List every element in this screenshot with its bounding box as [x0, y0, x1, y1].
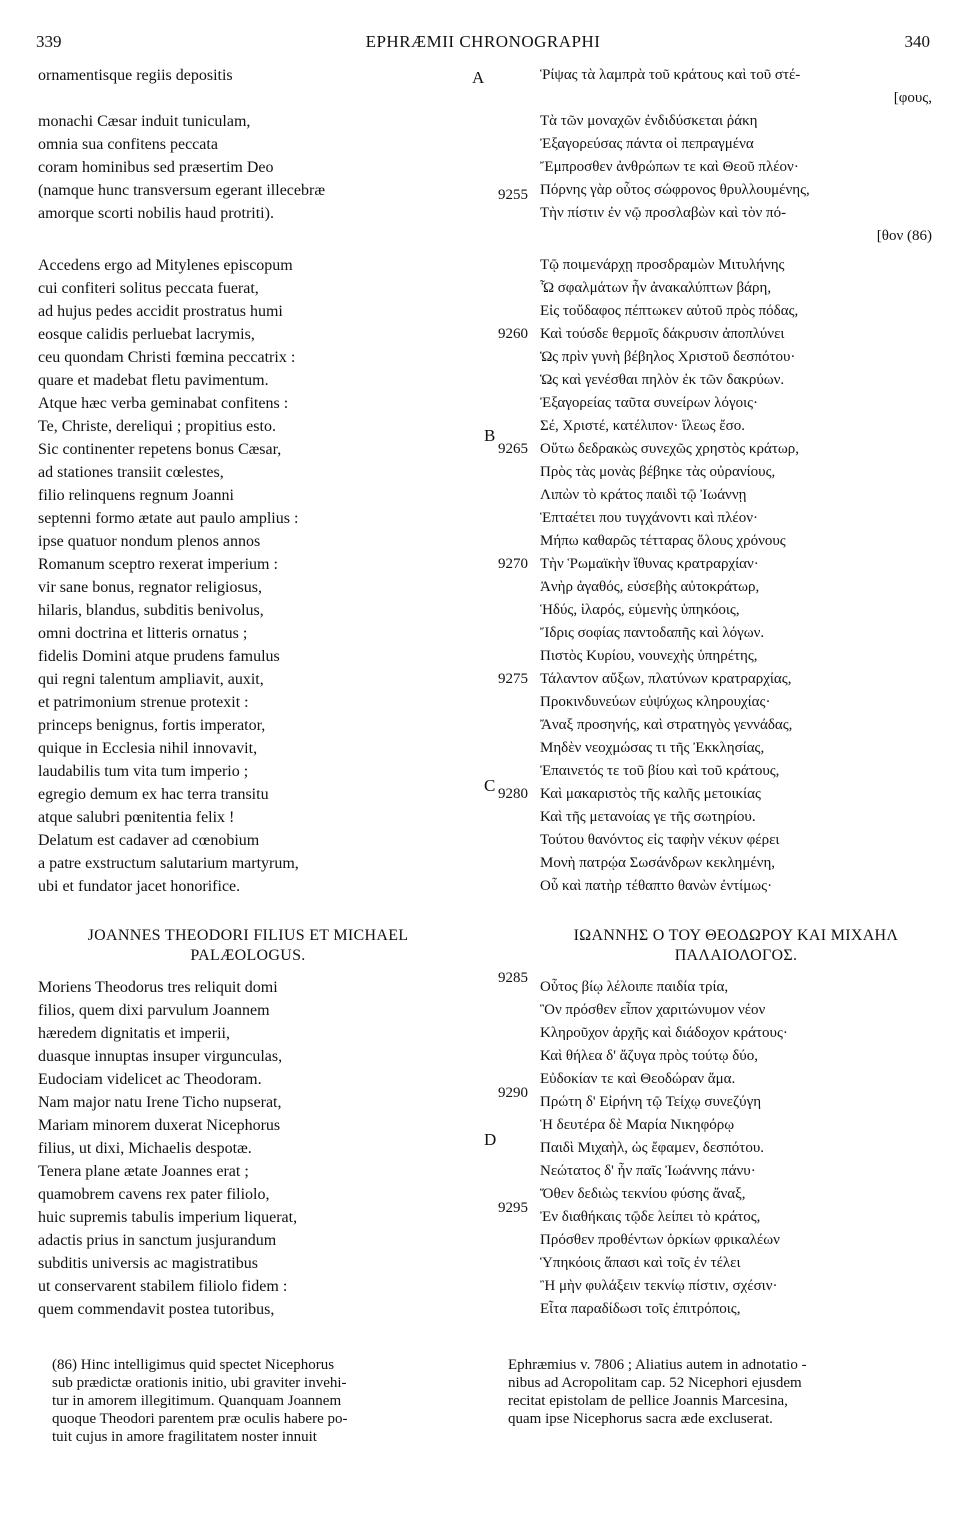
- latin-line: filios, quem dixi parvulum Joannem: [38, 1002, 270, 1019]
- latin-line: eosque calidis perluebat lacrymis,: [38, 326, 255, 343]
- latin-line: laudabilis tum vita tum imperio ;: [38, 763, 249, 780]
- latin-line: Te, Christe, dereliqui ; propitius esto.: [38, 418, 276, 435]
- latin-line: monachi Cæsar induit tuniculam,: [38, 113, 251, 130]
- verse-number: 9255: [498, 187, 528, 203]
- greek-line: Ἑπταέτει που τυγχάνοντι καὶ πλέον·: [540, 510, 758, 526]
- greek-line: Ὡς πρὶν γυνὴ βέβηλος Χριστοῦ δεσπότου·: [540, 349, 796, 365]
- greek-line: Ἡδύς, ἱλαρός, εὐμενὴς ὑπηκόοις,: [540, 602, 740, 618]
- latin-line: quamobrem cavens rex pater filiolo,: [38, 1186, 270, 1203]
- latin-line: fidelis Domini atque prudens famulus: [38, 648, 280, 665]
- footnote-line: quam ipse Nicephorus sacra æde excluserat.: [508, 1411, 773, 1427]
- page-number-left: 339: [36, 32, 62, 51]
- footnote-line: nibus ad Acropolitam cap. 52 Nicephori ejusdem: [508, 1375, 802, 1391]
- latin-line: adactis prius in sanctum jusjurandum: [38, 1232, 277, 1249]
- latin-line: Romanum sceptro rexerat imperium :: [38, 556, 278, 573]
- latin-line: princeps benignus, fortis imperator,: [38, 717, 266, 734]
- greek-line: Εὐδοκίαν τε καὶ Θεοδώραν ἅμα.: [540, 1071, 736, 1087]
- greek-line: Πρὸς τὰς μονὰς βέβηκε τὰς οὐρανίους,: [540, 464, 776, 480]
- latin-line: egregio demum ex hac terra transitu: [38, 786, 269, 803]
- latin-column-part1: [38, 64, 458, 225]
- greek-line: Τούτου θανόντος εἰς ταφὴν νέκυν φέρει: [540, 832, 780, 848]
- greek-line: Ἔμπροσθεν ἀνθρώπων τε καὶ Θεοῦ πλέον·: [540, 159, 799, 175]
- greek-line: Τάλαντον αὔξων, πλατύνων κρατραρχίας,: [540, 671, 792, 687]
- greek-line: Εἶτα παραδίδωσι τοῖς ἐπιτρόποις,: [540, 1301, 741, 1317]
- latin-line: cui confiteri solitus peccata fuerat,: [38, 280, 259, 297]
- latin-line: Sic continenter repetens bonus Cæsar,: [38, 441, 282, 458]
- latin-line: Delatum est cadaver ad cœnobium: [38, 832, 260, 849]
- latin-line: a patre exstructum salutarium martyrum,: [38, 855, 299, 872]
- verse-number: 9290: [498, 1085, 528, 1101]
- heading-line: JOANNES THEODORI FILIUS ET MICHAEL: [87, 927, 409, 944]
- latin-line: omnia sua confitens peccata: [38, 136, 218, 153]
- latin-line: hæredem dignitatis et imperii,: [38, 1025, 230, 1042]
- latin-line: huic supremis tabulis imperium liquerat,: [38, 1209, 298, 1226]
- greek-line: Ὅθεν δεδιὼς τεκνίου φύσης ἄναξ,: [540, 1186, 746, 1202]
- latin-line: ut conservarent stabilem filiolo fidem :: [38, 1278, 288, 1295]
- latin-line: filio relinquens regnum Joanni: [38, 487, 234, 504]
- greek-line: Πρόσθεν προθέντων ὁρκίων φρικαλέων: [540, 1232, 780, 1248]
- greek-line: Πόρνης γὰρ οὗτος σώφρονος θρυλλουμένης,: [540, 182, 810, 198]
- margin-letter: A: [472, 68, 485, 87]
- page-number-right: 340: [904, 32, 930, 51]
- greek-line: Μήπω καθαρῶς τέτταρας ὅλους χρόνους: [540, 533, 786, 549]
- greek-line: Ἐξαγορείας ταῦτα συνείρων λόγοις·: [540, 395, 759, 411]
- greek-line: Καὶ μακαριστὸς τῆς καλῆς μετοικίας: [540, 786, 761, 802]
- footnote-left: [52, 1356, 482, 1446]
- latin-line: ornamentisque regiis depositis: [38, 67, 233, 84]
- greek-line: Ἄναξ προσηνής, καὶ στρατηγὸς γεννάδας,: [540, 717, 793, 733]
- latin-line: coram hominibus sed præsertim Deo: [38, 159, 274, 176]
- greek-column-part3: [540, 976, 932, 1321]
- latin-line: omni doctrina et litteris ornatus ;: [38, 625, 248, 642]
- greek-line: Εἰς τοὔδαφος πέπτωκεν αὐτοῦ πρὸς πόδας,: [540, 303, 799, 319]
- latin-line: ad hujus pedes accidit prostratus humi: [38, 303, 283, 320]
- heading-line: PALÆOLOGUS.: [190, 947, 306, 964]
- latin-line: quem commendavit postea tutoribus,: [38, 1301, 275, 1318]
- page-header: [36, 32, 930, 56]
- verse-number: 9285: [498, 970, 528, 986]
- greek-line: [θον (86): [876, 228, 932, 244]
- greek-line: Οὗ καὶ πατὴρ τέθαπτο θανὼν ἐντίμως·: [540, 878, 773, 894]
- latin-section-heading: [38, 926, 458, 966]
- greek-line: Ἴδρις σοφίας παντοδαπῆς καὶ λόγων.: [540, 625, 765, 641]
- greek-column-part2: [540, 254, 932, 898]
- greek-line: Ἐν διαθήκαις τῷδε λείπει τὸ κράτος,: [540, 1209, 761, 1225]
- greek-line: Καὶ τούσδε θερμοῖς δάκρυσιν ἀποπλύνει: [540, 326, 785, 342]
- latin-line: Accedens ergo ad Mitylenes episcopum: [38, 257, 293, 274]
- latin-line: vir sane bonus, regnator religiosus,: [38, 579, 262, 596]
- greek-column-part1: [540, 64, 932, 248]
- greek-line: Οὕτω δεδρακὼς συνεχῶς χρηστὸς κράτωρ,: [540, 441, 799, 457]
- greek-line: Μονὴ πατρῴα Σωσάνδρων κεκλημένη,: [540, 855, 776, 871]
- latin-column-part2: [38, 254, 458, 898]
- latin-line: quare et madebat fletu pavimentum.: [38, 372, 269, 389]
- greek-line: Ἢ μὴν φυλάξειν τεκνίῳ πίστιν, σχέσιν·: [540, 1278, 778, 1294]
- greek-line: Πρώτη δ' Εἰρήνη τῷ Τείχῳ συνεζύγη: [540, 1094, 762, 1110]
- greek-line: Ὃν πρόσθεν εἶπον χαριτώνυμον νέον: [540, 1002, 766, 1018]
- latin-line: [38, 87, 458, 110]
- heading-line: ΠΑΛΑΙΟΛΟΓΟΣ.: [674, 947, 798, 964]
- footnote-right: [508, 1356, 938, 1428]
- verse-number: 9280: [498, 786, 528, 802]
- verse-number: 9265: [498, 441, 528, 457]
- verse-number: 9275: [498, 671, 528, 687]
- footnote-line: tuit cujus in amore fragilitatem noster innuit: [52, 1429, 317, 1445]
- latin-line: filius, ut dixi, Michaelis despotæ.: [38, 1140, 252, 1157]
- latin-line: ad stationes transiit cœlestes,: [38, 464, 224, 481]
- greek-line: Ἐπαινετός τε τοῦ βίου καὶ τοῦ κράτους,: [540, 763, 780, 779]
- latin-line: atque salubri pœnitentia felix !: [38, 809, 235, 826]
- greek-line: Προκινδυνεύων εὐψύχως κληρουχίας·: [540, 694, 771, 710]
- footnote-line: quoque Theodori parentem præ oculis habere po-: [52, 1411, 348, 1427]
- heading-line: ΙΩΑΝΝΗΣ Ο ΤΟΥ ΘΕΟΔΩΡΟΥ ΚΑΙ ΜΙΧΑΗΛ: [573, 927, 899, 944]
- greek-line: Τὴν Ῥωμαϊκὴν ἴθυνας κρατραρχίαν·: [540, 556, 759, 572]
- verse-number: 9260: [498, 326, 528, 342]
- latin-line: ipse quatuor nondum plenos annos: [38, 533, 261, 550]
- latin-line: Atque hæc verba geminabat confitens :: [38, 395, 289, 412]
- greek-section-heading: [540, 926, 932, 966]
- greek-line: Μηδὲν νεοχμώσας τι τῆς Ἐκκλησίας,: [540, 740, 765, 756]
- greek-line: Λιπὼν τὸ κράτος παιδὶ τῷ Ἰωάννῃ: [540, 487, 747, 503]
- latin-line: et patrimonium strenue protexit :: [38, 694, 249, 711]
- latin-line: quique in Ecclesia nihil innovavit,: [38, 740, 258, 757]
- margin-letter: B: [484, 426, 496, 445]
- greek-line: Τὴν πίστιν ἐν νῷ προσλαβὼν καὶ τὸν πό-: [540, 205, 787, 221]
- greek-line: Ὡς καὶ γενέσθαι πηλὸν ἐκ τῶν δακρύων.: [540, 372, 785, 388]
- footnote-line: sub prædictæ orationis initio, ubi graviter invehi-: [52, 1375, 347, 1391]
- greek-line: Καὶ τῆς μετανοίας γε τῆς σωτηρίου.: [540, 809, 756, 825]
- latin-line: ubi et fundator jacet honorifice.: [38, 878, 241, 895]
- margin-letter: C: [484, 776, 496, 795]
- greek-line: Ἀνὴρ ἀγαθός, εὐσεβὴς αὐτοκράτωρ,: [540, 579, 760, 595]
- latin-line: duasque innuptas insuper virgunculas,: [38, 1048, 283, 1065]
- greek-line: Ὧ σφαλμάτων ἦν ἀνακαλύπτων βάρη,: [540, 280, 772, 296]
- latin-line: (namque hunc transversum egerant illecebræ: [38, 182, 325, 199]
- margin-letter: D: [484, 1130, 497, 1149]
- greek-line: Ῥίψας τὰ λαμπρὰ τοῦ κράτους καὶ τοῦ στέ-: [540, 67, 801, 83]
- latin-line: Moriens Theodorus tres reliquit domi: [38, 979, 278, 996]
- verse-number: 9270: [498, 556, 528, 572]
- running-title: EPHRÆMII CHRONOGRAPHI: [365, 32, 601, 51]
- latin-line: Nam major natu Irene Ticho nupserat,: [38, 1094, 282, 1111]
- greek-line: Πιστὸς Κυρίου, νουνεχὴς ὑπηρέτης,: [540, 648, 758, 664]
- verse-number: 9295: [498, 1200, 528, 1216]
- greek-line: Τὰ τῶν μοναχῶν ἐνδιδύσκεται ῥάκη: [540, 113, 758, 129]
- greek-line: Ὑπηκόοις ἅπασι καὶ τοῖς ἐν τέλει: [540, 1255, 741, 1271]
- greek-line: Καὶ θήλεα δ' ἄζυγα πρὸς τούτῳ δύο,: [540, 1048, 758, 1064]
- footnote-line: tur in amorem illegitimum. Quanquam Joannem: [52, 1393, 342, 1409]
- latin-line: septenni formo ætate aut paulo amplius :: [38, 510, 299, 527]
- greek-line: Τῷ ποιμενάρχῃ προσδραμὼν Μιτυλήνης: [540, 257, 785, 273]
- greek-line: Κληροῦχον ἀρχῆς καὶ διάδοχον κράτους·: [540, 1025, 788, 1041]
- latin-line: Eudociam videlicet ac Theodoram.: [38, 1071, 262, 1088]
- greek-line: Παιδὶ Μιχαὴλ, ὡς ἔφαμεν, δεσπότου.: [540, 1140, 764, 1156]
- latin-line: Mariam minorem duxerat Nicephorus: [38, 1117, 281, 1134]
- greek-line: Ἐξαγορεύσας πάντα οἱ πεπραγμένα: [540, 136, 754, 152]
- greek-line: Σέ, Χριστέ, κατέλιπον· ἵλεως ἔσο.: [540, 418, 745, 434]
- latin-line: qui regni talentum ampliavit, auxit,: [38, 671, 264, 688]
- latin-line: amorque scorti nobilis haud protriti).: [38, 205, 274, 222]
- footnote-line: (86) Hinc intelligimus quid spectet Nicephorus: [52, 1357, 335, 1373]
- greek-line: [φους,: [893, 90, 932, 106]
- latin-line: hilaris, blandus, subditis benivolus,: [38, 602, 264, 619]
- latin-line: ceu quondam Christi fœmina peccatrix :: [38, 349, 296, 366]
- latin-line: subditis universis ac magistratibus: [38, 1255, 258, 1272]
- greek-line: Οὗτος βίῳ λέλοιπε παιδία τρία,: [540, 979, 729, 995]
- greek-line: Νεώτατος δ' ἦν παῖς Ἰωάννης πάνυ·: [540, 1163, 756, 1179]
- footnote-line: recitat epistolam de pellice Joannis Marcesina,: [508, 1393, 788, 1409]
- latin-column-part3: [38, 976, 458, 1321]
- latin-line: Tenera plane ætate Joannes erat ;: [38, 1163, 249, 1180]
- greek-line: Ἡ δευτέρα δὲ Μαρία Νικηφόρῳ: [540, 1117, 735, 1133]
- footnote-line: Ephræmius v. 7806 ; Aliatius autem in adnotatio -: [508, 1357, 807, 1373]
